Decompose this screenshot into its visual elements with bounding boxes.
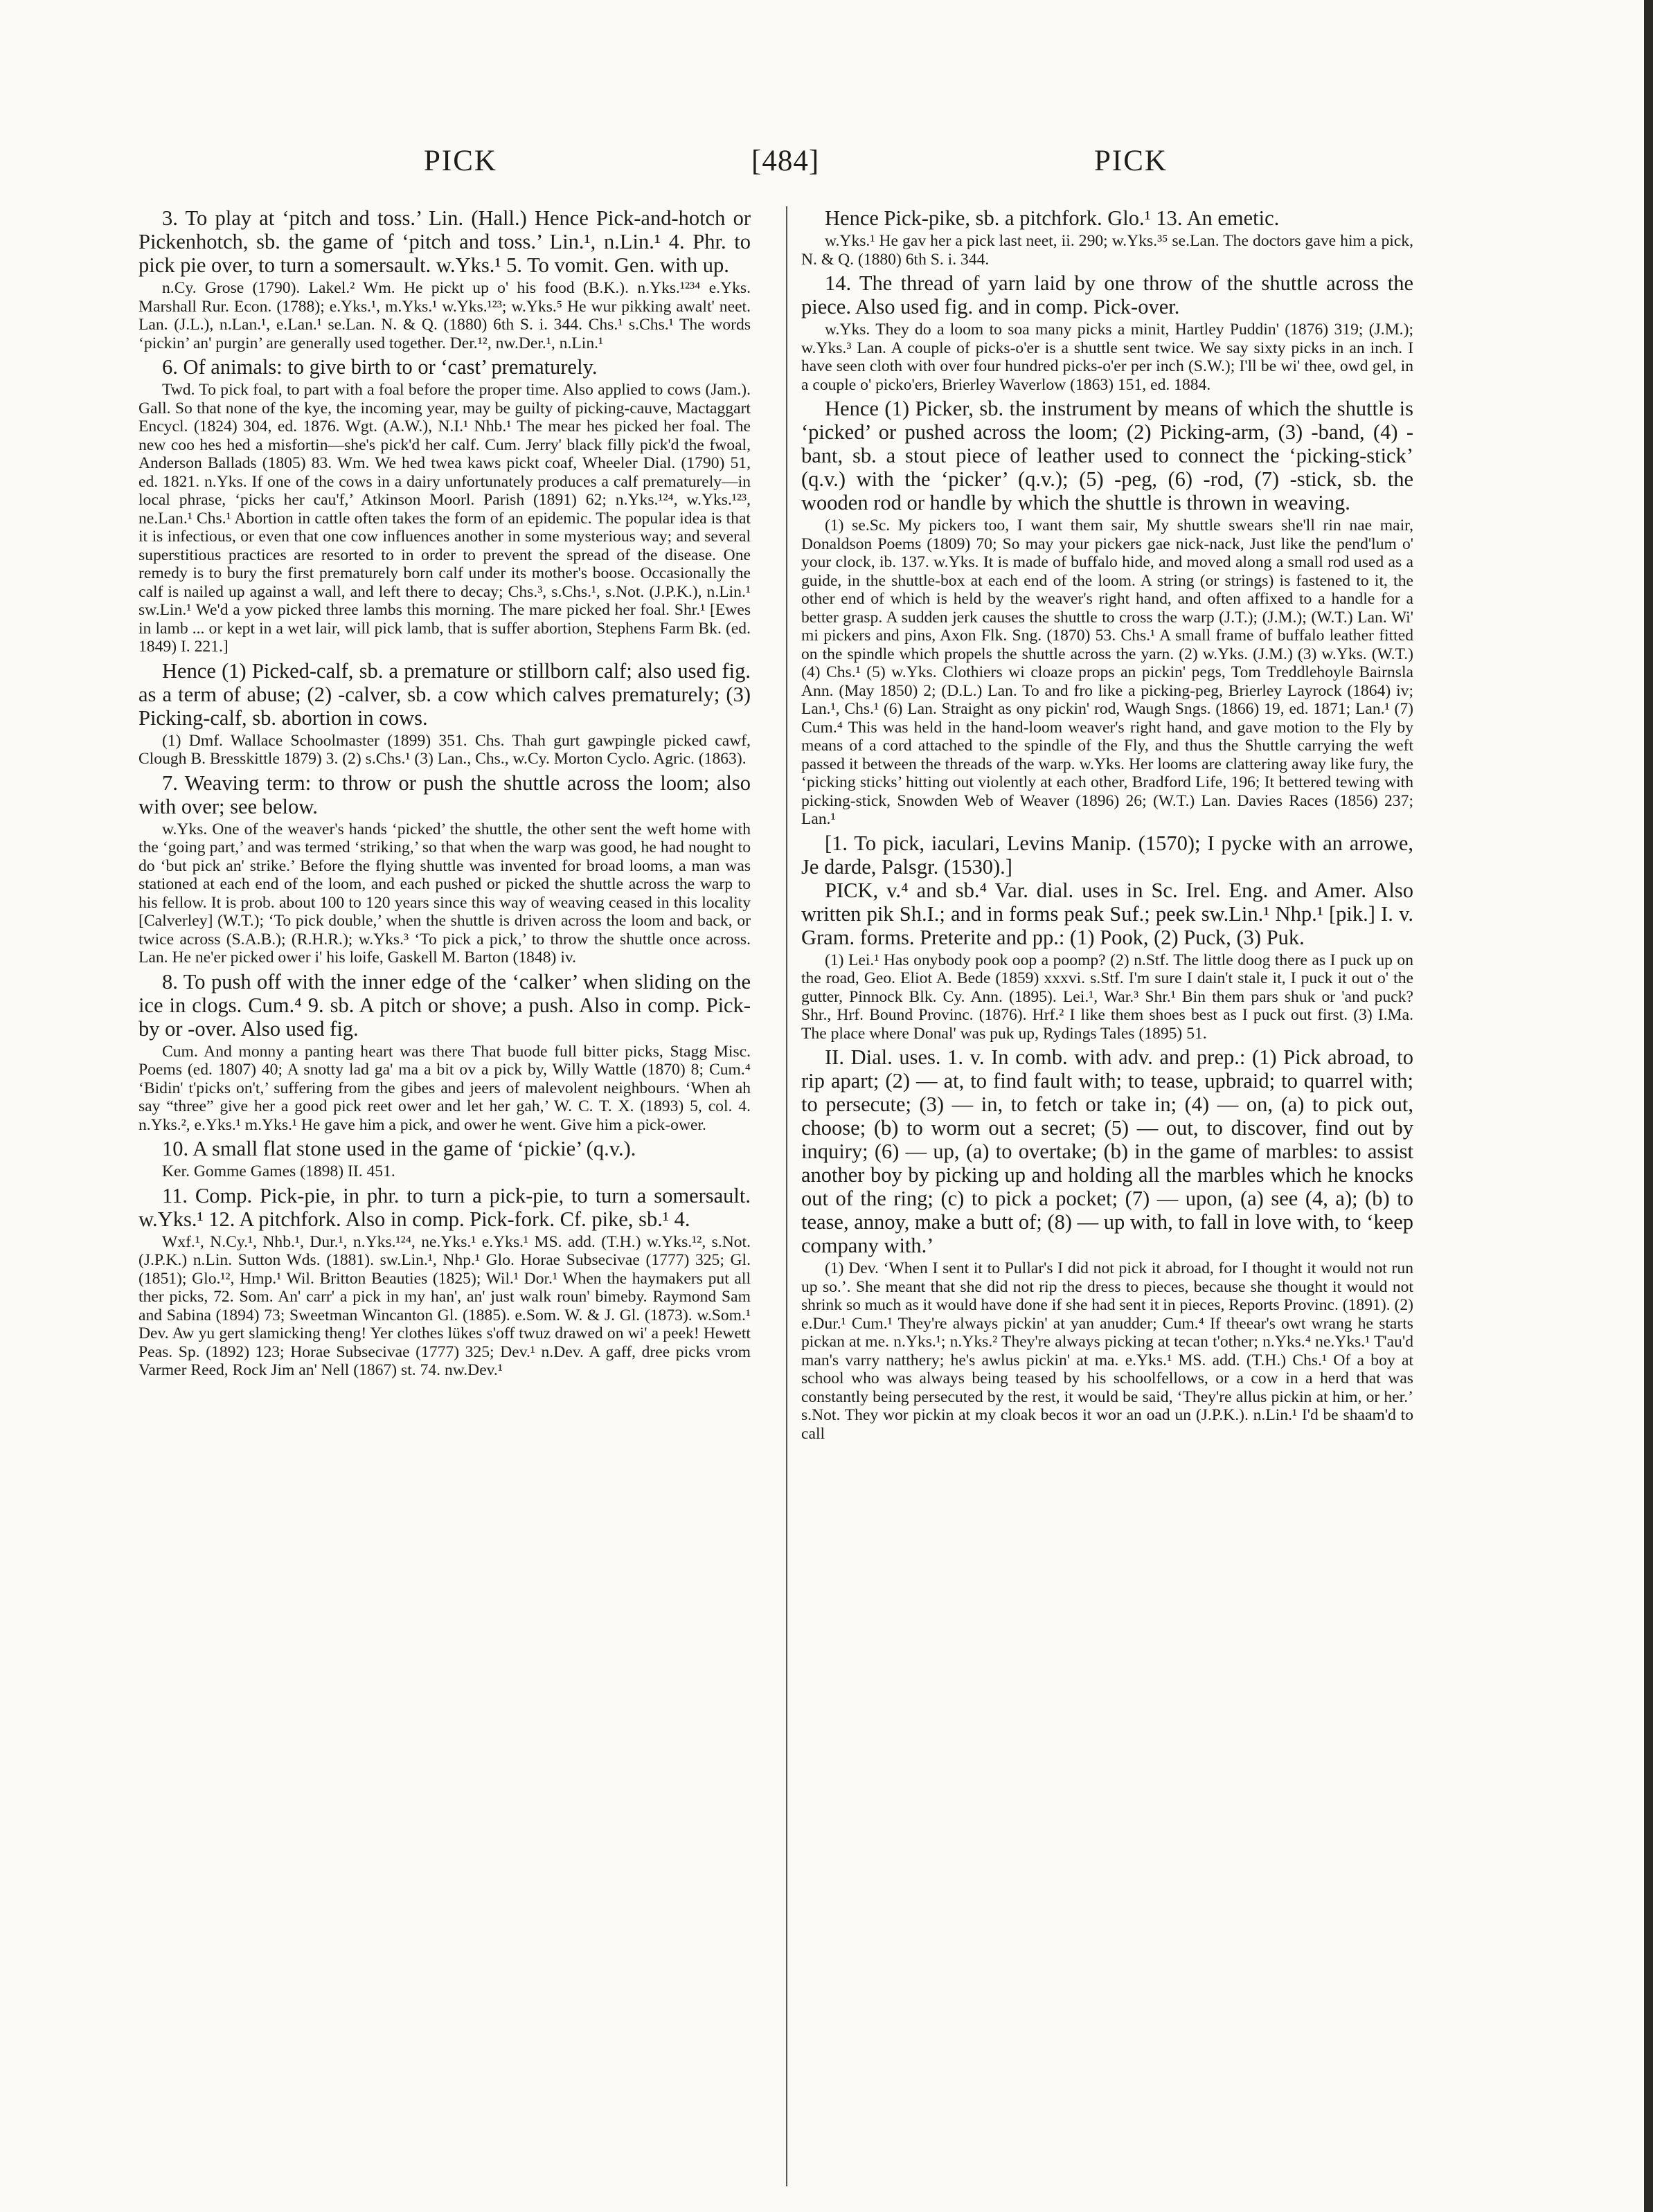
paragraph: 11. Comp. Pick-pie, in phr. to turn a pick-pie, to turn a somersault. w.Yks.¹ 12. A pitchfork. Also in comp. Pick-fork. Cf. pike, sb.¹ 4.	[139, 1183, 751, 1231]
paragraph: II. Dial. uses. 1. v. In comb. with adv. and prep.: (1) Pick abroad, to rip apart; (2) — at, to find fault with; to tease, upbraid; to quarrel with; to persecute; (3) — in, to fetch or take in; (4) — on, (a) to pick out, choose; (b) to worm out a secret; (5) — out, to discover, find out by inquiry; (6) — up, (a) to overtake; (b) in the game of marbles: to assist another boy by picking up and holding all the marbles which he knocks out of the ring; (c) to pick a pocket; (7) — upon, (a) see (4, a); (b) to tease, annoy, make a butt of; (8) — up with, to fall in love with, to ‘keep company with.’	[801, 1045, 1413, 1257]
etymology-note: [1. To pick, iaculari, Levins Manip. (1570); I pycke with an arrowe, Je darde, Palsgr. (1530).]	[801, 831, 1413, 879]
paragraph: 6. Of animals: to give birth to or ‘cast’ prematurely.	[162, 355, 598, 379]
quotation-block: w.Yks.¹ He gav her a pick last neet, ii. 290; w.Yks.³⁵ se.Lan. The doctors gave him a pick, N. & Q. (1880) 6th S. i. 344.	[801, 232, 1413, 269]
quotation-block: w.Yks. They do a loom to soa many picks a minit, Hartley Puddin' (1876) 319; (J.M.); w.Yks.³ Lan. A couple of picks-o'er is a shuttle sent twice. We say sixty picks in an inch. I have seen cloth with over four hundred picks-o'er per inch (S.W.); I'll be wi' thee, owd gel, in a couple o' picko'ers, Brierley Waverlow (1863) 151, ed. 1884.	[801, 321, 1413, 394]
paragraph: Hence Pick-pike, sb. a pitchfork. Glo.¹ 13. An emetic.	[825, 206, 1280, 230]
left-column	[139, 206, 751, 2193]
paragraph: Hence (1) Picked-calf, sb. a premature or stillborn calf; also used fig. as a term of abuse; (2) -calver, sb. a cow which calves prematurely; (3) Picking-calf, sb. abortion in cows.	[139, 658, 751, 730]
running-head-right: PICK	[1094, 145, 1168, 177]
right-column	[801, 206, 1413, 2193]
quotation-block: Wxf.¹, N.Cy.¹, Nhb.¹, Dur.¹, n.Yks.¹²⁴, ne.Yks.¹ e.Yks.¹ MS. add. (T.H.) w.Yks.¹², s.Not. (J.P.K.) n.Lin. Sutton Wds. (1881). sw.Lin.¹, Nhp.¹ Glo. Horae Subsecivae (1777) 325; Gl. (1851); Glo.¹², Hmp.¹ Wil. Britton Beauties (1825); Wil.¹ Dor.¹ When the haymakers put all ther picks, 72. Som. An' carr' a pick in my han', an' just walk roun' bimeby. Raymond Sam and Sabina (1894) 73; Sweetman Wincanton Gl. (1885). e.Som. W. & J. Gl. (1873). w.Som.¹ Dev. Aw yu gert slamicking theng! Yer clothes lükes s'off twuz drawed on wi' a peek! Hewett Peas. Sp. (1892) 123; Horae Subsecivae (1777) 325; Dev.¹ n.Dev. A gaff, dree picks vrom Varmer Reed, Rock Jim an' Nell (1867) st. 74. nw.Dev.¹	[139, 1232, 751, 1379]
paragraph: 7. Weaving term: to throw or push the shuttle across the loom; also with over; see below.	[139, 771, 751, 818]
quotation-block: (1) se.Sc. My pickers too, I want them sair, My shuttle swears she'll rin nae mair, Donaldson Poems (1809) 70; So may your pickers gae nick-nack, Just like the pend'lum o' your clock, ib. 137. w.Yks. It is made of buffalo hide, and moved along a small rod used as a guide, in the shuttle-box at each end of the loom. A string (or strings) is fastened to it, the other end of which is held by the weaver's right hand, and often affixed to a handle for a better grasp. A sudden jerk causes the shuttle to cross the warp (J.T.); (J.M.); (W.T.) Lan. Wi' mi pickers and pins, Axon Flk. Sng. (1870) 53. Chs.¹ A small frame of buffalo leather fitted on the spindle which propels the shuttle across the yarn. (2) w.Yks. (J.M.) (3) w.Yks. (W.T.) (4) Chs.¹ (5) w.Yks. Clothiers wi cloaze props an pickin' pegs, Tom Treddlehoyle Bairnsla Ann. (May 1850) 2; (D.L.) Lan. To and fro like a picking-peg, Brierley Layrock (1864) iv; Lan.¹, Chs.¹ (6) Lan. Straight as ony pickin' rod, Waugh Sngs. (1866) 19, ed. 1871; Lan.¹ (7) Cum.⁴ This was held in the hand-loom weaver's right hand, and gave motion to the Fly by means of a cord attached to the spindle of the Fly, and thus the Shuttle carrying the weft passed it between the threads of the warp. w.Yks. Her looms are clattering away like fury, the ‘picking sticks’ hitting out violently at each other, Bradford Life, 196; It bettered tewing with picking-stick, Snowden Web of Weaver (1896) 26; (W.T.) Lan. Davies Races (1856) 237; Lan.¹	[801, 516, 1413, 828]
paragraph: 3. To play at ‘pitch and toss.’ Lin. (Hall.) Hence Pick-and-hotch or Pickenhotch, sb. the game of ‘pitch and toss.’ Lin.¹, n.Lin.¹ 4. Phr. to pick pie over, to turn a somersault. w.Yks.¹ 5. To vomit. Gen. with up.	[139, 206, 751, 277]
quotation-block: w.Yks. One of the weaver's hands ‘picked’ the shuttle, the other sent the weft home with the ‘going part,’ and was termed ‘striking,’ so that when the warp was good, he had nought to do ‘but pick an' strike.’ Before the flying shuttle was invented for broad looms, a man was stationed at each end of the loom, and each pushed or picked the shuttle across the warp to his fellow. It is prob. about 100 to 120 years since this way of weaving ceased in this locality [Calverley] (W.T.); ‘To pick double,’ when the shuttle is driven across the loom and back, or twice across (S.A.B.); (R.H.R.); w.Yks.³ ‘To pick a pick,’ to throw the shuttle once across. Lan. He ne'er picked ower i' his loife, Gaskell M. Barton (1848) iv.	[139, 820, 751, 966]
paragraph: 8. To push off with the inner edge of the ‘calker’ when sliding on the ice in clogs. Cum.⁴ 9. sb. A pitch or shove; a push. Also in comp. Pick-by or -over. Also used fig.	[139, 969, 751, 1041]
paragraph: Hence (1) Picker, sb. the instrument by means of which the shuttle is ‘picked’ or pushed across the loom; (2) Picking-arm, (3) -band, (4) -bant, sb. a stout piece of leather used to connect the ‘picking-stick’ (q.v.) with the ‘picker’ (q.v.); (5) -peg, (6) -rod, (7) -stick, sb. the wooden rod or handle by which the shuttle is thrown in weaving.	[801, 397, 1413, 514]
quotation-block: Cum. And monny a panting heart was there That buode full bitter picks, Stagg Misc. Poems (ed. 1807) 40; A snotty lad ga' ma a bit ov a pick by, Willy Wattle (1870) 8; Cum.⁴ ‘Bidin' t'picks on't,’ suffering from the gibes and jeers of malevolent neighbours. ‘When ah say “three” give her a good pick reet ower and let her gah,’ W. C. T. X. (1893) 5, col. 4. n.Yks.², e.Yks.¹ m.Yks.¹ He gave him a pick, and ower he went. Give him a pick-ower.	[139, 1042, 751, 1134]
quotation-block: (1) Dmf. Wallace Schoolmaster (1899) 351. Chs. Thah gurt gawpingle picked cawf, Clough B. Bresskittle 1879) 3. (2) s.Chs.¹ (3) Lan., Chs., w.Cy. Morton Cyclo. Agric. (1863).	[139, 731, 751, 768]
entry-headword: PICK, v.⁴ and sb.⁴ Var. dial. uses in Sc. Irel. Eng. and Amer. Also written pik Sh.I.; and in forms peak Suf.; peek sw.Lin.¹ Nhp.¹ [pik.] I. v. Gram. forms. Preterite and pp.: (1) Pook, (2) Puck, (3) Puk.	[801, 878, 1413, 949]
column-divider	[786, 206, 787, 2186]
page-number: [484]	[751, 145, 820, 177]
quotation-block: n.Cy. Grose (1790). Lakel.² Wm. He pickt up o' his food (B.K.). n.Yks.¹²³⁴ e.Yks. Marshall Rur. Econ. (1788); e.Yks.¹, m.Yks.¹ w.Yks.¹²³; w.Yks.⁵ He wur pikking awalt' neet. Lan. (J.L.), n.Lan.¹, e.Lan.¹ se.Lan. N. & Q. (1880) 6th S. i. 344. Chs.¹ s.Chs.¹ The words ‘pickin’ an' purgin’ are generally used together. Der.¹², nw.Der.¹, n.Lin.¹	[139, 279, 751, 352]
running-head-left: PICK	[424, 145, 497, 177]
quotation-block: (1) Dev. ‘When I sent it to Pullar's I did not pick it abroad, for I thought it would not run up so.’. She meant that she did not rip the dress to pieces, because she thought it would not shrink so much as it would have done if she had sent it in pieces, Reports Provinc. (1891). (2) e.Dur.¹ Cum.¹ They're always pickin' at yan anudder; Cum.⁴ If theear's owt wrang he starts pickan at me. n.Yks.¹; n.Yks.² They're always picking at tecan t'other; n.Yks.⁴ ne.Yks.¹ T'au'd man's varry natthery; he's awlus pickin' at ma. e.Yks.¹ MS. add. (T.H.) Chs.¹ Of a boy at school who was always being teased by his schoolfellows, or a cow in a herd that was constantly being persecuted by the rest, it would be said, ‘They're allus pickin at him, or her.’ s.Not. They wor pickin at my cloak becos it wor an oad un (J.P.K.). n.Lin.¹ I'd be shaam'd to call	[801, 1259, 1413, 1443]
paragraph: 14. The thread of yarn laid by one throw of the shuttle across the piece. Also used fig. and in comp. Pick-over.	[801, 271, 1413, 318]
page-edge-shadow	[1644, 0, 1653, 2212]
quotation-block: Ker. Gomme Games (1898) II. 451.	[162, 1162, 395, 1180]
quotation-block: Twd. To pick foal, to part with a foal before the proper time. Also applied to cows (Jam.). Gall. So that none of the kye, the incoming year, may be guilty of picking-cauve, Mactaggart Encycl. (1824) 304, ed. 1876. Wgt. (A.W.), N.I.¹ Nhb.¹ The mear hes picked her foal. The new coo hes hed a misfortin—she's pick'd her calf. Cum. Jerry' black filly pick'd the fwoal, Anderson Ballads (1805) 83. Wm. We hed twea kaws pickt coaf, Wheeler Dial. (1790) 51, ed. 1821. n.Yks. If one of the cows in a dairy unfortunately produces a calf prematurely—in local phrase, ‘picks her cau'f,’ Atkinson Moorl. Parish (1891) 62; n.Yks.¹²⁴, w.Yks.¹²³, ne.Lan.¹ Chs.¹ Abortion in cattle often takes the form of an epidemic. The popular idea is that it is infectious, or even that one cow influences another in some mysterious way; and several superstitious practices are resorted to in order to prevent the spread of the disease. One remedy is to bury the first prematurely born calf under its mother's boose. Occasionally the calf is nailed up against a wall, and left there to decay; Chs.³, s.Chs.¹, s.Not. (J.P.K.), n.Lin.¹ sw.Lin.¹ We'd a yow picked three lambs this morning. The mare picked her foal. Shr.¹ [Ewes in lamb ... or kept in a wet lair, will pick lamb, that is suffer abortion, Stephens Farm Bk. (ed. 1849) I. 221.]	[139, 381, 751, 656]
quotation-block: (1) Lei.¹ Has onybody pook oop a poomp? (2) n.Stf. The little doog there as I puck up on the road, Geo. Eliot A. Bede (1859) xxxvi. s.Stf. I'm sure I dain't stale it, I puck it out o' the gutter, Pinnock Blk. Cy. Ann. (1895). Lei.¹, War.³ Shr.¹ Bin them pars shuk or 'and puck? Shr., Hrf. Bound Provinc. (1876). Hrf.² I like them shoes best as I puck out first. (3) I.Ma. The place where Donal' was puk up, Rydings Tales (1895) 51.	[801, 951, 1413, 1043]
paragraph: 10. A small flat stone used in the game of ‘pickie’ (q.v.).	[162, 1137, 636, 1160]
